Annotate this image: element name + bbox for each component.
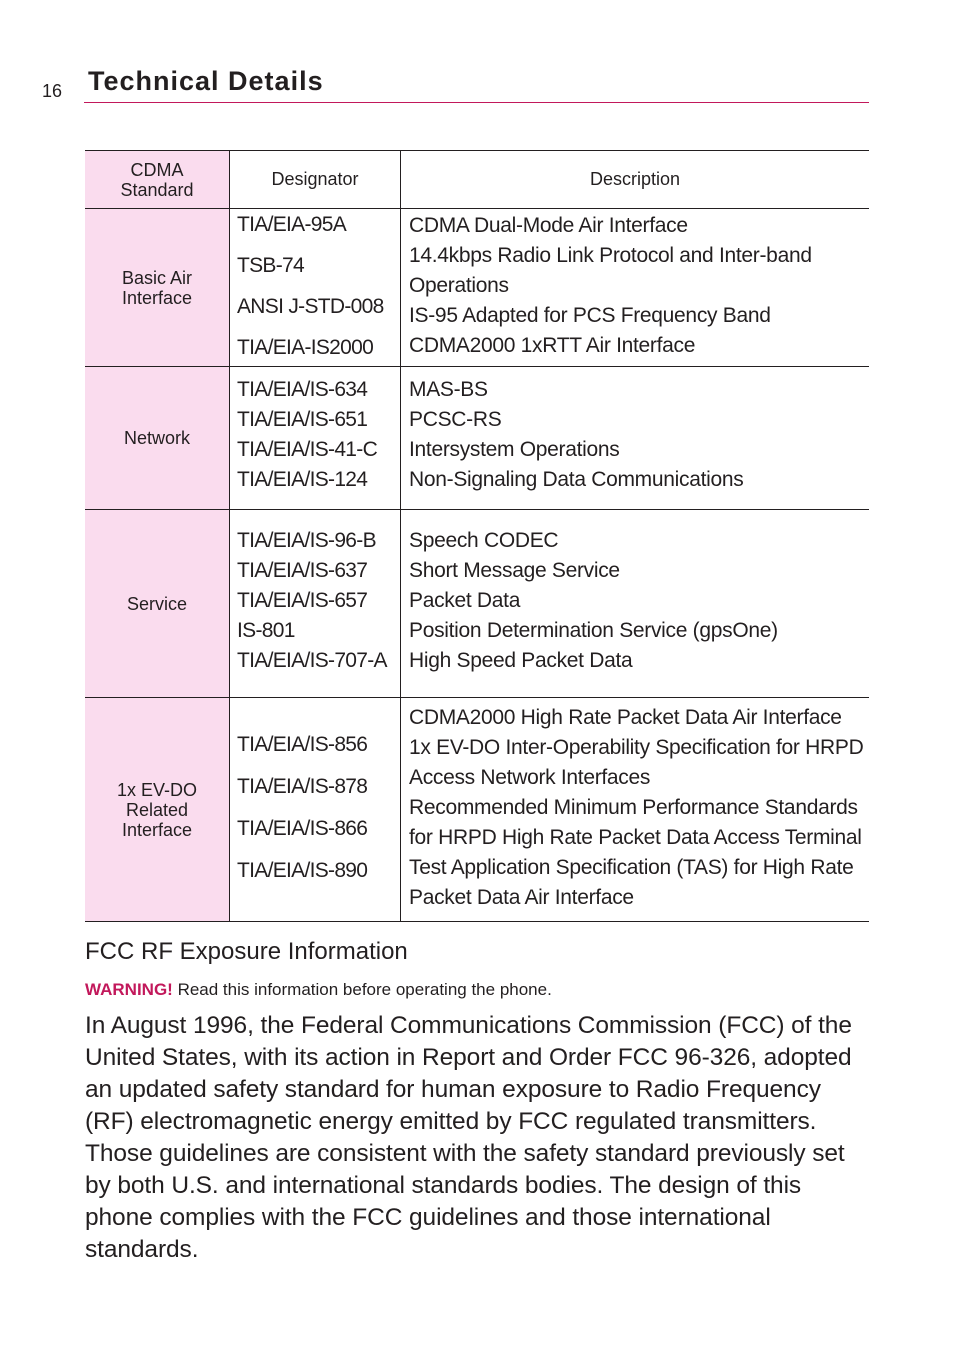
table-row bbox=[85, 209, 869, 367]
warning-text: Read this information before operating the phone. bbox=[177, 980, 552, 999]
description-cell: MAS-BS PCSC-RS Intersystem Operations Non-Signaling Data Communications bbox=[401, 367, 870, 510]
standard-cell: Basic Air Interface bbox=[85, 209, 230, 367]
designator-cell: TIA/EIA-95A TSB-74 ANSI J-STD-008 TIA/EIA-IS2000 bbox=[230, 209, 401, 367]
designator-cell: TIA/EIA/IS-634 TIA/EIA/IS-651 TIA/EIA/IS-41-C TIA/EIA/IS-124 bbox=[230, 367, 401, 510]
page-number: 16 bbox=[42, 81, 63, 101]
standard-cell: 1x EV-DO Related Interface bbox=[85, 698, 230, 922]
header-cdma-standard: CDMA Standard bbox=[85, 151, 230, 209]
table-row bbox=[85, 510, 869, 698]
description-cell: Speech CODEC Short Message Service Packet Data Position Determination Service (gpsOne) High Speed Packet Data bbox=[401, 510, 870, 698]
designator-cell: TIA/EIA/IS-96-B TIA/EIA/IS-637 TIA/EIA/IS-657 IS-801 TIA/EIA/IS-707-A bbox=[230, 510, 401, 698]
fcc-body-paragraph: In August 1996, the Federal Communications Commission (FCC) of the United States, with its action in Report and Order FCC 96-326, adopted an updated safety standard for human exposure to Radio Frequency (RF) electromagnetic energy emitted by FCC regulated transmitters. Those guidelines are consistent with the safety standard previously set by both U.S. and international standards bodies. The design of this phone complies with the FCC guidelines and those international standards. bbox=[85, 1012, 852, 1263]
table-header-row bbox=[85, 151, 869, 209]
description-cell: CDMA Dual-Mode Air Interface 14.4kbps Radio Link Protocol and Inter-band Operations IS-95 Adapted for PCS Frequency Band CDMA2000 1xRTT Air Interface bbox=[401, 209, 870, 367]
standard-cell: Service bbox=[85, 510, 230, 698]
standard-cell: Network bbox=[85, 367, 230, 510]
designator-cell: TIA/EIA/IS-856 TIA/EIA/IS-878 TIA/EIA/IS-866 TIA/EIA/IS-890 bbox=[230, 698, 401, 922]
cdma-standards-table bbox=[85, 150, 869, 922]
title-rule bbox=[84, 102, 869, 103]
warning-line bbox=[85, 980, 552, 1000]
description-cell: CDMA2000 High Rate Packet Data Air Interface 1x EV-DO Inter-Operability Specification for HRPD Access Network Interfaces Recommended Minimum Performance Standards for HRPD High Rate Packet Data Access Terminal Test Application Specification (TAS) for High Rate Packet Data Air Interface bbox=[401, 698, 870, 922]
header-designator: Designator bbox=[230, 151, 401, 209]
table-row bbox=[85, 698, 869, 922]
section-title: Technical Details bbox=[88, 66, 324, 96]
fcc-section-title: FCC RF Exposure Information bbox=[85, 938, 408, 965]
header-description: Description bbox=[401, 151, 870, 209]
warning-label: WARNING! bbox=[85, 980, 173, 999]
table-row bbox=[85, 367, 869, 510]
